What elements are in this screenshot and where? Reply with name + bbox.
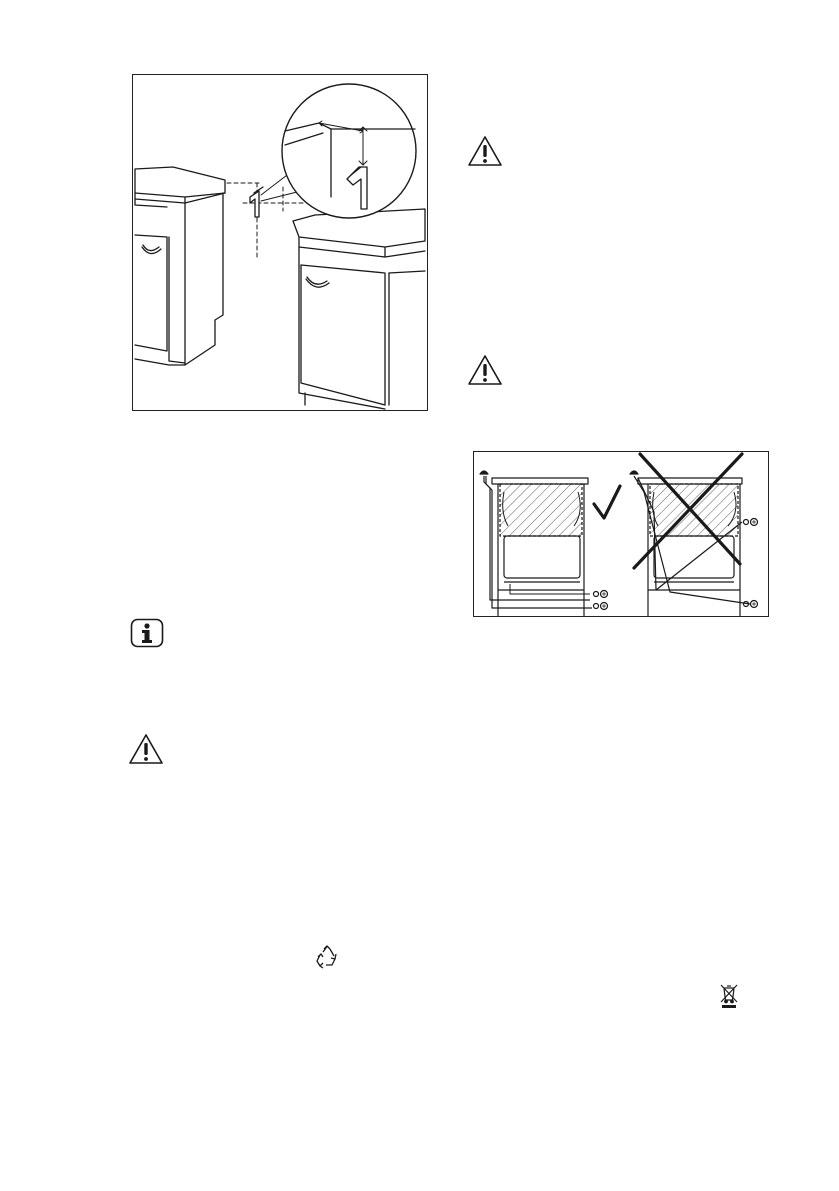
right-cabinet xyxy=(293,209,425,409)
cable-routing-figure xyxy=(473,451,769,617)
anti-tilt-bracket xyxy=(250,187,263,217)
incorrect-routing-panel xyxy=(630,471,758,616)
anti-tilt-installation-figure xyxy=(132,74,428,411)
info-icon xyxy=(130,618,164,648)
check-mark-icon xyxy=(594,486,620,518)
left-cabinet xyxy=(135,167,225,365)
correct-routing-panel xyxy=(480,471,608,616)
magnified-detail xyxy=(282,84,416,218)
warning-icon xyxy=(467,354,503,386)
alignment-guides xyxy=(227,183,303,257)
crossed-bin-icon xyxy=(719,983,739,1009)
recycle-icon xyxy=(314,945,340,969)
warning-icon xyxy=(467,135,503,167)
warning-icon xyxy=(128,733,164,765)
